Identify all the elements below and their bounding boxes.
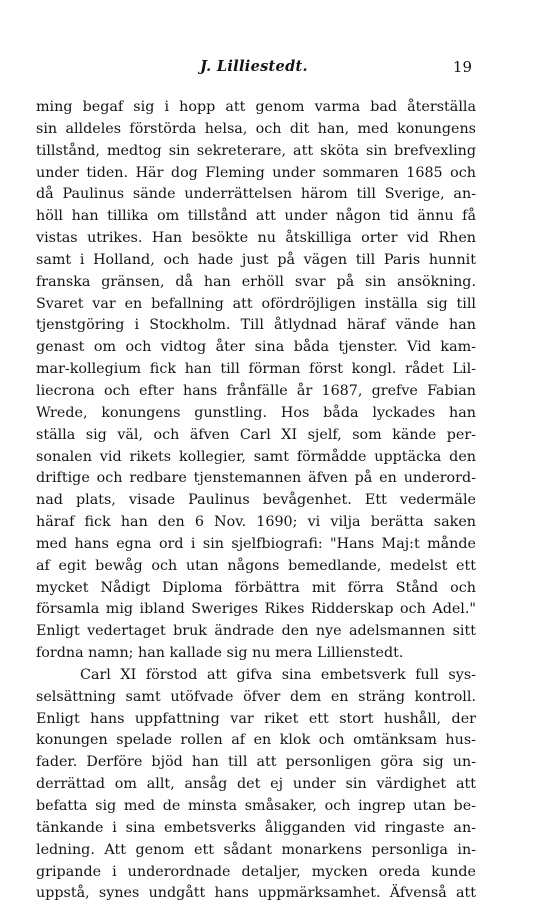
- text-line: samt i Holland, och hade just på vägen till Paris hunnit: [36, 251, 476, 268]
- text-line: selsättning samt utöfvade öfver dem en sträng kontroll.: [36, 688, 476, 705]
- text-line: konungen spelade rollen af en klok och omtänksam hus-: [36, 732, 476, 749]
- running-header: [36, 58, 472, 82]
- text-line: med hans egna ord i sin sjelfbiografi: "Hans Maj:t månde: [36, 535, 476, 552]
- text-line: ming begaf sig i hopp att genom varma bad återställa: [36, 99, 476, 115]
- text-line: fader. Derföre bjöd han till att personligen göra sig un-: [36, 754, 476, 771]
- running-title: J. Lilliestedt.: [200, 58, 308, 75]
- text-line: mar-kollegium fick han till förman först kongl. rådet Lil-: [36, 361, 476, 378]
- text-line: under tiden. Här dog Fleming under sommaren 1685 och: [36, 164, 476, 181]
- text-line: Svaret var en befallning att ofördröjligen inställa sig till: [36, 295, 476, 312]
- text-line: franska gränsen, då han erhöll svar på sin ansökning.: [36, 273, 476, 290]
- text-line: ledning. Att genom ett sådant monarkens personliga in-: [36, 841, 476, 858]
- text-line: sin alldeles förstörda helsa, och dit han, med konungens: [36, 120, 476, 137]
- text-line: Carl XI förstod att gifva sina embetsverk full sys-: [80, 666, 476, 683]
- text-line: församla mig ibland Sweriges Rikes Ridderskap och Adel.": [36, 601, 476, 618]
- text-line: uppstå, synes undgått hans uppmärksamhet. Äfvenså att: [36, 885, 476, 902]
- text-line: tänkande i sina embetsverks åligganden vid ringaste an-: [36, 819, 476, 836]
- text-line: sonalen vid rikets kollegier, samt förmådde upptäcka den: [36, 448, 476, 465]
- text-line: ställa sig väl, och äfven Carl XI sjelf, som kände per-: [36, 426, 476, 443]
- text-line: Wrede, konungens gunstling. Hos båda lyckades han: [36, 404, 476, 421]
- text-line: mycket Nådigt Diploma förbättra mit förra Stånd och: [36, 579, 476, 596]
- page-number: 19: [452, 58, 472, 76]
- text-line: tjenstgöring i Stockholm. Till åtlydnad häraf vände han: [36, 317, 476, 334]
- body-text: [36, 97, 476, 905]
- text-line: af egit bewåg och utan någons bemedlande, medelst ett: [36, 557, 476, 574]
- text-line: gripande i underordnade detaljer, mycken oreda kunde: [36, 863, 476, 880]
- text-line: tillstånd, medtog sin sekreterare, att sköta sin brefvexling: [36, 142, 476, 159]
- text-line: nad plats, visade Paulinus bevågenhet. Ett vedermäle: [36, 492, 476, 509]
- text-line: fordna namn; han kallade sig nu mera Lillienstedt.: [36, 645, 404, 662]
- text-line: Enligt hans uppfattning var riket ett stort hushåll, der: [36, 710, 476, 727]
- text-line: derrättad om allt, ansåg det ej under sin värdighet att: [36, 776, 476, 793]
- text-line: höll han tillika om tillstånd att under någon tid ännu få: [36, 208, 476, 225]
- text-line: befatta sig med de minsta småsaker, och ingrep utan be-: [36, 798, 476, 814]
- text-line: vistas utrikes. Han besökte nu åtskilliga orter vid Rhen: [36, 230, 476, 247]
- text-line: häraf fick han den 6 Nov. 1690; vi vilja berätta saken: [36, 514, 476, 531]
- text-line: genast om och vidtog åter sina båda tjenster. Vid kam-: [36, 339, 476, 356]
- text-line: liecrona och efter hans frånfälle år 1687, grefve Fabian: [36, 382, 476, 399]
- text-line: då Paulinus sände underrättelsen härom till Sverige, an-: [36, 186, 476, 203]
- text-line: driftige och redbare tjenstemannen äfven på en underord-: [36, 470, 476, 487]
- text-line: Enligt vedertaget bruk ändrade den nye adelsmannen sitt: [36, 623, 476, 640]
